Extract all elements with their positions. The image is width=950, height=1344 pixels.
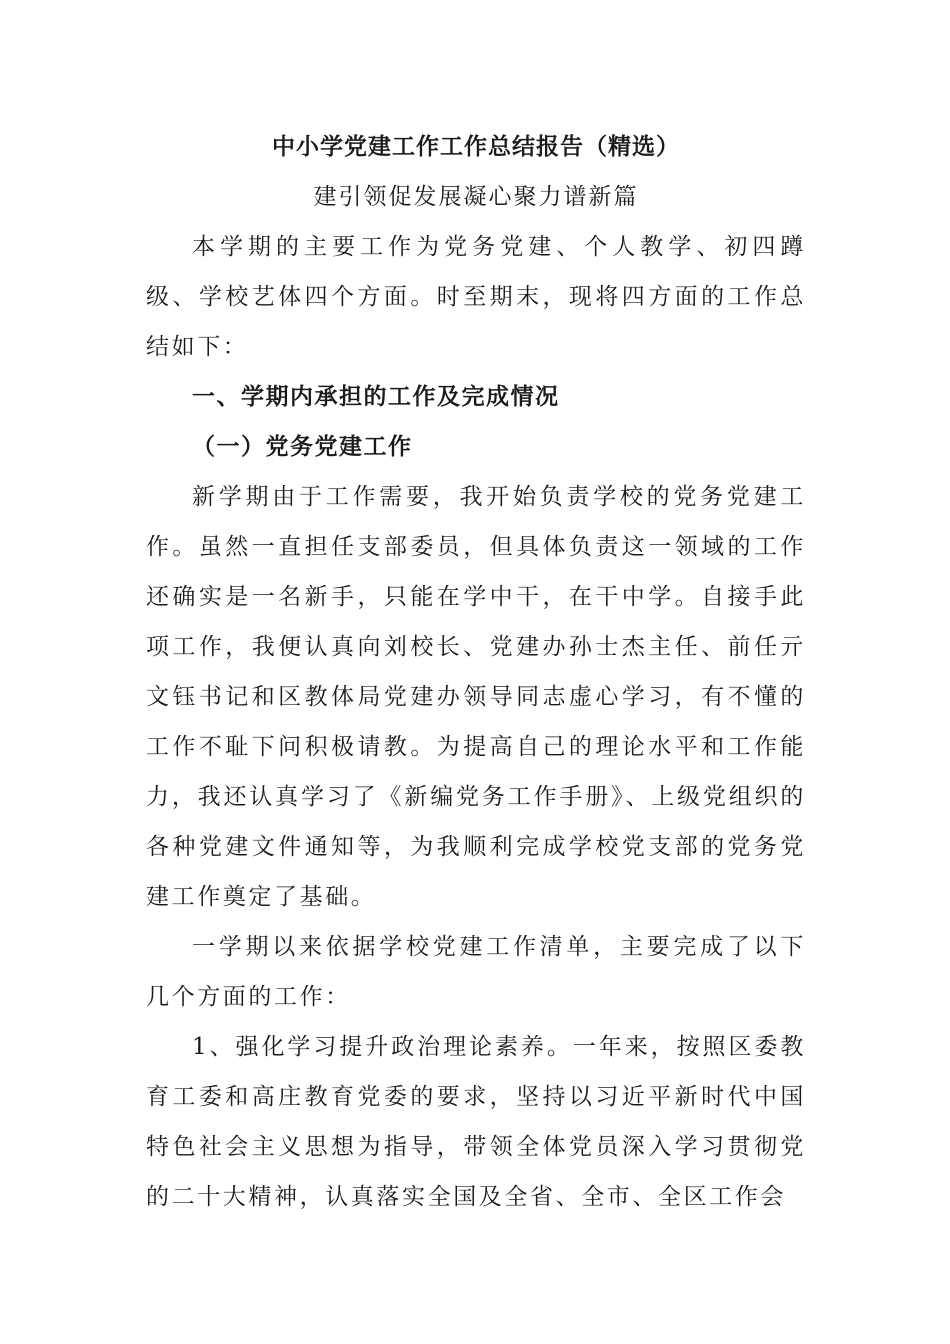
body-paragraph-3: 1、强化学习提升政治理论素养。一年来，按照区委教育工委和高庄教育党委的要求，坚持以习近平新时代中国特色社会主义思想为指导，带领全体党员深入学习贯彻党的二十大精神，认真落实全国及全省、全市、全区工作会 [146,1034,806,1210]
intro-paragraph: 本学期的主要工作为党务党建、个人教学、初四蹲级、学校艺体四个方面。时至期末，现将四方面的工作总结如下： [146,234,806,360]
subsection-heading: （一）党务党建工作 [192,433,413,460]
document-subtitle: 建引领促发展凝心聚力谱新篇 [313,184,639,210]
document-title: 中小学党建工作工作总结报告（精选） [272,133,680,160]
section-heading: 一、学期内承担的工作及完成情况 [192,383,560,410]
body-paragraph-2: 一学期以来依据学校党建工作清单，主要完成了以下几个方面的工作： [146,934,806,1010]
body-paragraph-1: 新学期由于工作需要，我开始负责学校的党务党建工作。虽然一直担任支部委员，但具体负责这一领域的工作还确实是一名新手，只能在学中干，在干中学。自接手此项工作，我便认真向刘校长、党建办孙士杰主任、前任亓文钰书记和区教体局党建办领导同志虚心学习，有不懂的工作不耻下问积极请教。为提高自己的理论水平和工作能力，我还认真学习了《新编党务工作手册》、上级党组织的各种党建文件通知等，为我顺利完成学校党支部的党务党建工作奠定了基础。 [146,484,806,910]
document-page [146,122,806,1222]
